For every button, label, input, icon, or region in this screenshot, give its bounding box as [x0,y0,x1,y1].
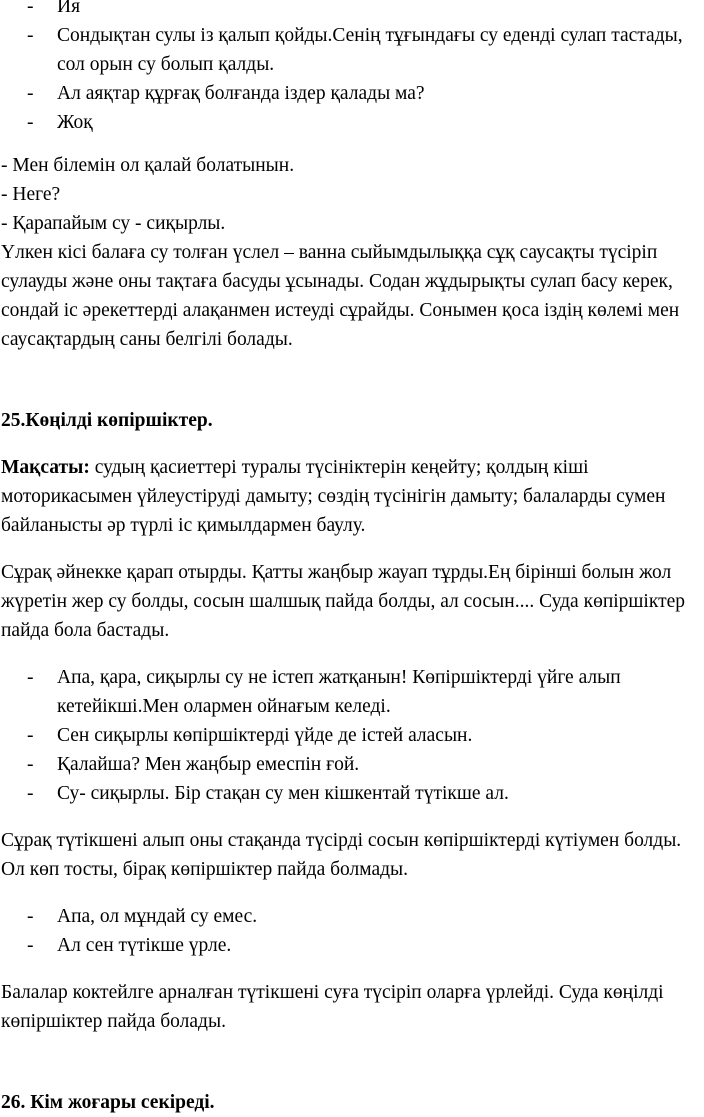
list-item [0,902,704,931]
section-heading-25: 25.Көңілді көпіршіктер. [1,410,213,431]
list-item [0,108,704,137]
list-item [0,721,704,750]
list-item-text: Су- сиқырлы. Бір стақан су мен кішкентай түтікше ал. [57,783,509,804]
dialog-list-1 [0,0,704,137]
list-item-text: Ал сен түтікше үрле. [57,935,232,956]
instruction-paragraph: Үлкен кісі балаға су толған үслел – ванна сыйымдылыққа сұқ саусақты түсіріп сулауды және оны тақтаға басуды ұсынады. Содан жұдырықты сулап басу керек, сондай іс әрекеттерді алақанмен истеуді сұрайды. Сонымен қоса іздің көлемі мен саусақтардың саны белгілі болады. [1,242,680,350]
dash-marker: - [27,112,34,133]
list-item-text: Сен сиқырлы көпіршіктерді үйде де істей аласын. [57,725,473,746]
dash-marker: - [27,25,34,46]
list-item-text: Жоқ [57,112,93,133]
goal-paragraph [0,453,704,540]
dash-marker: - [27,725,34,746]
list-item-text: Ия [57,0,81,17]
story-paragraph: Балалар коктейлге арналған түтікшені суға түсіріп оларға үрлейді. Суда көңілді көпіршіктер пайда болады. [1,982,664,1032]
goal-text: судың қасиеттері туралы түсініктерін кеңейту; қолдың кіші моторикасымен үйлеустіруді дамыту; сөздің түсінігін дамыту; балаларды сумен байланысты әр түрлі іс қимылдармен баулу. [1,457,666,536]
list-item [0,0,704,21]
list-item [0,750,704,779]
dash-marker: - [27,667,34,688]
dash-marker: - [27,906,34,927]
story-paragraph: Сұрақ әйнекке қарап отырды. Қатты жаңбыр жауап тұрды.Ең бірінші болын жол жүретін жер су болды, сосын шалшық пайда болды, ал сосын.... Суда көпіршіктер пайда бола бастады. [1,562,685,641]
list-item-text: Ал аяқтар құрғақ болғанда іздер қалады ма? [57,83,425,104]
dash-marker: - [27,935,34,956]
list-item-text: Қалайша? Мен жаңбыр емеспін ғой. [57,754,360,775]
list-item [0,779,704,808]
dialog-line: - Қарапайым су - сиқырлы. [1,213,226,234]
dialog-line: - Неге? [1,184,61,205]
dash-marker: - [27,783,34,804]
dialog-line: - Мен білемін ол қалай болатынын. [1,155,295,176]
dash-marker: - [27,754,34,775]
section-heading-26: 26. Кім жоғары секіреді. [1,1092,215,1113]
dash-marker: - [27,83,34,104]
story-paragraph: Сұрақ түтікшені алып оны стақанда түсірді сосын көпіршіктерді күтіумен болды. Ол көп тосты, бірақ көпіршіктер пайда болмады. [1,830,682,880]
dash-marker: - [27,0,34,17]
list-item-text: Апа, ол мұндай су емес. [57,906,258,927]
dialog-list-2 [0,663,704,808]
list-item-text: Сондықтан сулы із қалып қойды.Сенің тұғындағы су еденді сулап тастады, сол орын су болып қалды. [57,25,683,75]
list-item [0,21,704,79]
list-item [0,663,704,721]
list-item [0,79,704,108]
list-item-text: Апа, қара, сиқырлы су не істеп жатқанын! Көпіршіктерді үйге алып кетейікші.Мен олармен ойнағым келеді. [57,667,621,717]
list-item [0,931,704,960]
dialog-list-3 [0,902,704,960]
goal-label: Мақсаты: [1,457,90,478]
